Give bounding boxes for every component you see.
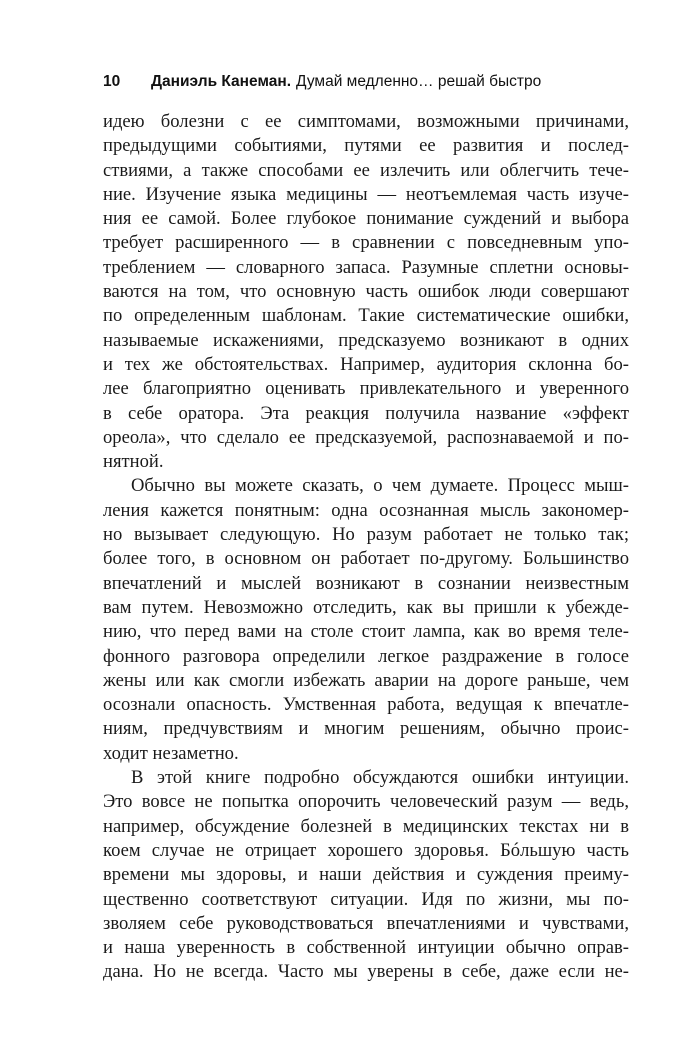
running-header (103, 73, 643, 91)
text-line: нятной. (103, 451, 164, 473)
text-line: фонного разговора определили легкое раздражение в голосе (103, 645, 629, 667)
text-line: нию, что перед вами на столе стоит лампа, как во время теле- (103, 621, 629, 643)
text-line: идею болезни с ее симптомами, возможными причинами, (103, 111, 629, 132)
text-line: Это вовсе не попытка опорочить человеческий разум — ведь, (103, 791, 629, 813)
text-line: Обычно вы можете сказать, о чем думаете. Процесс мыш- (131, 475, 629, 497)
paragraph-2 (103, 474, 629, 766)
text-line: осознали опасность. Умственная работа, ведущая к впечатле- (103, 694, 629, 716)
text-line: и наша уверенность в собственной интуиции обычно оправ- (103, 937, 629, 959)
page-number: 10 (103, 73, 121, 90)
text-line: впечатлений и мыслей возникают в сознании неизвестным (103, 572, 629, 594)
text-line: вам путем. Невозможно отследить, как вы пришли к убежде- (103, 596, 629, 618)
text-line: ниям, предчувствиям и многим решениям, обычно проис- (103, 718, 629, 740)
text-line: ления кажется понятным: одна осознанная мысль закономер- (103, 499, 629, 521)
text-line: более того, в основном он работает по-другому. Большинство (103, 548, 629, 570)
text-line: ния ее самой. Более глубокое понимание суждений и выбора (103, 208, 629, 230)
text-line: например, обсуждение болезней в медицинских текстах ни в (103, 815, 629, 837)
text-line: дана. Но не всегда. Часто мы уверены в себе, даже если не- (103, 961, 629, 983)
body-text (103, 110, 629, 985)
text-line: и тех же обстоятельствах. Например, аудитория склонна бо- (103, 353, 629, 375)
text-line: ходит незаметно. (103, 742, 239, 764)
text-line: в себе оратора. Эта реакция получила название «эффект (103, 402, 629, 424)
paragraph-3 (103, 766, 629, 985)
text-line: лее благоприятно оценивать привлекательного и уверенного (103, 378, 629, 400)
text-line: ствиями, а также способами ее излечить или облегчить тече- (103, 159, 629, 181)
text-line: ваются на том, что основную часть ошибок люди совершают (103, 281, 629, 303)
text-line: треблением — словарного запаса. Разумные сплетни основы- (103, 256, 629, 278)
text-line: времени мы здоровы, и наши действия и суждения преиму- (103, 864, 629, 886)
text-line: предыдущими событиями, путями ее развития и послед- (103, 135, 629, 157)
text-line: но вызывает следующую. Но разум работает не только так; (103, 524, 629, 546)
text-line: В этой книге подробно обсуждаются ошибки интуиции. (131, 767, 629, 789)
text-line: требует расширенного — в сравнении с повседневным упо- (103, 232, 629, 254)
text-line: ние. Изучение языка медицины — неотъемлемая часть изуче- (103, 183, 629, 205)
text-line: зволяем себе руководствоваться впечатлениями и чувствами, (103, 912, 629, 934)
header-book-title: Думай медленно… решай быстро (296, 73, 542, 90)
header-author: Даниэль Канеман. (151, 73, 292, 90)
text-line: жены или как смогли избежать аварии на дороге раньше, чем (103, 669, 629, 691)
text-line: ореола», что сделало ее предсказуемой, распознаваемой и по- (103, 426, 629, 448)
text-line: по определенным шаблонам. Такие систематические ошибки, (103, 305, 629, 327)
text-line: коем случае не отрицает хорошего здоровья. Бóльшую часть (103, 839, 629, 861)
text-line: называемые искажениями, предсказуемо возникают в одних (103, 329, 629, 351)
paragraph-1 (103, 110, 629, 474)
text-line: щественно соответствуют ситуации. Идя по жизни, мы по- (103, 888, 629, 910)
